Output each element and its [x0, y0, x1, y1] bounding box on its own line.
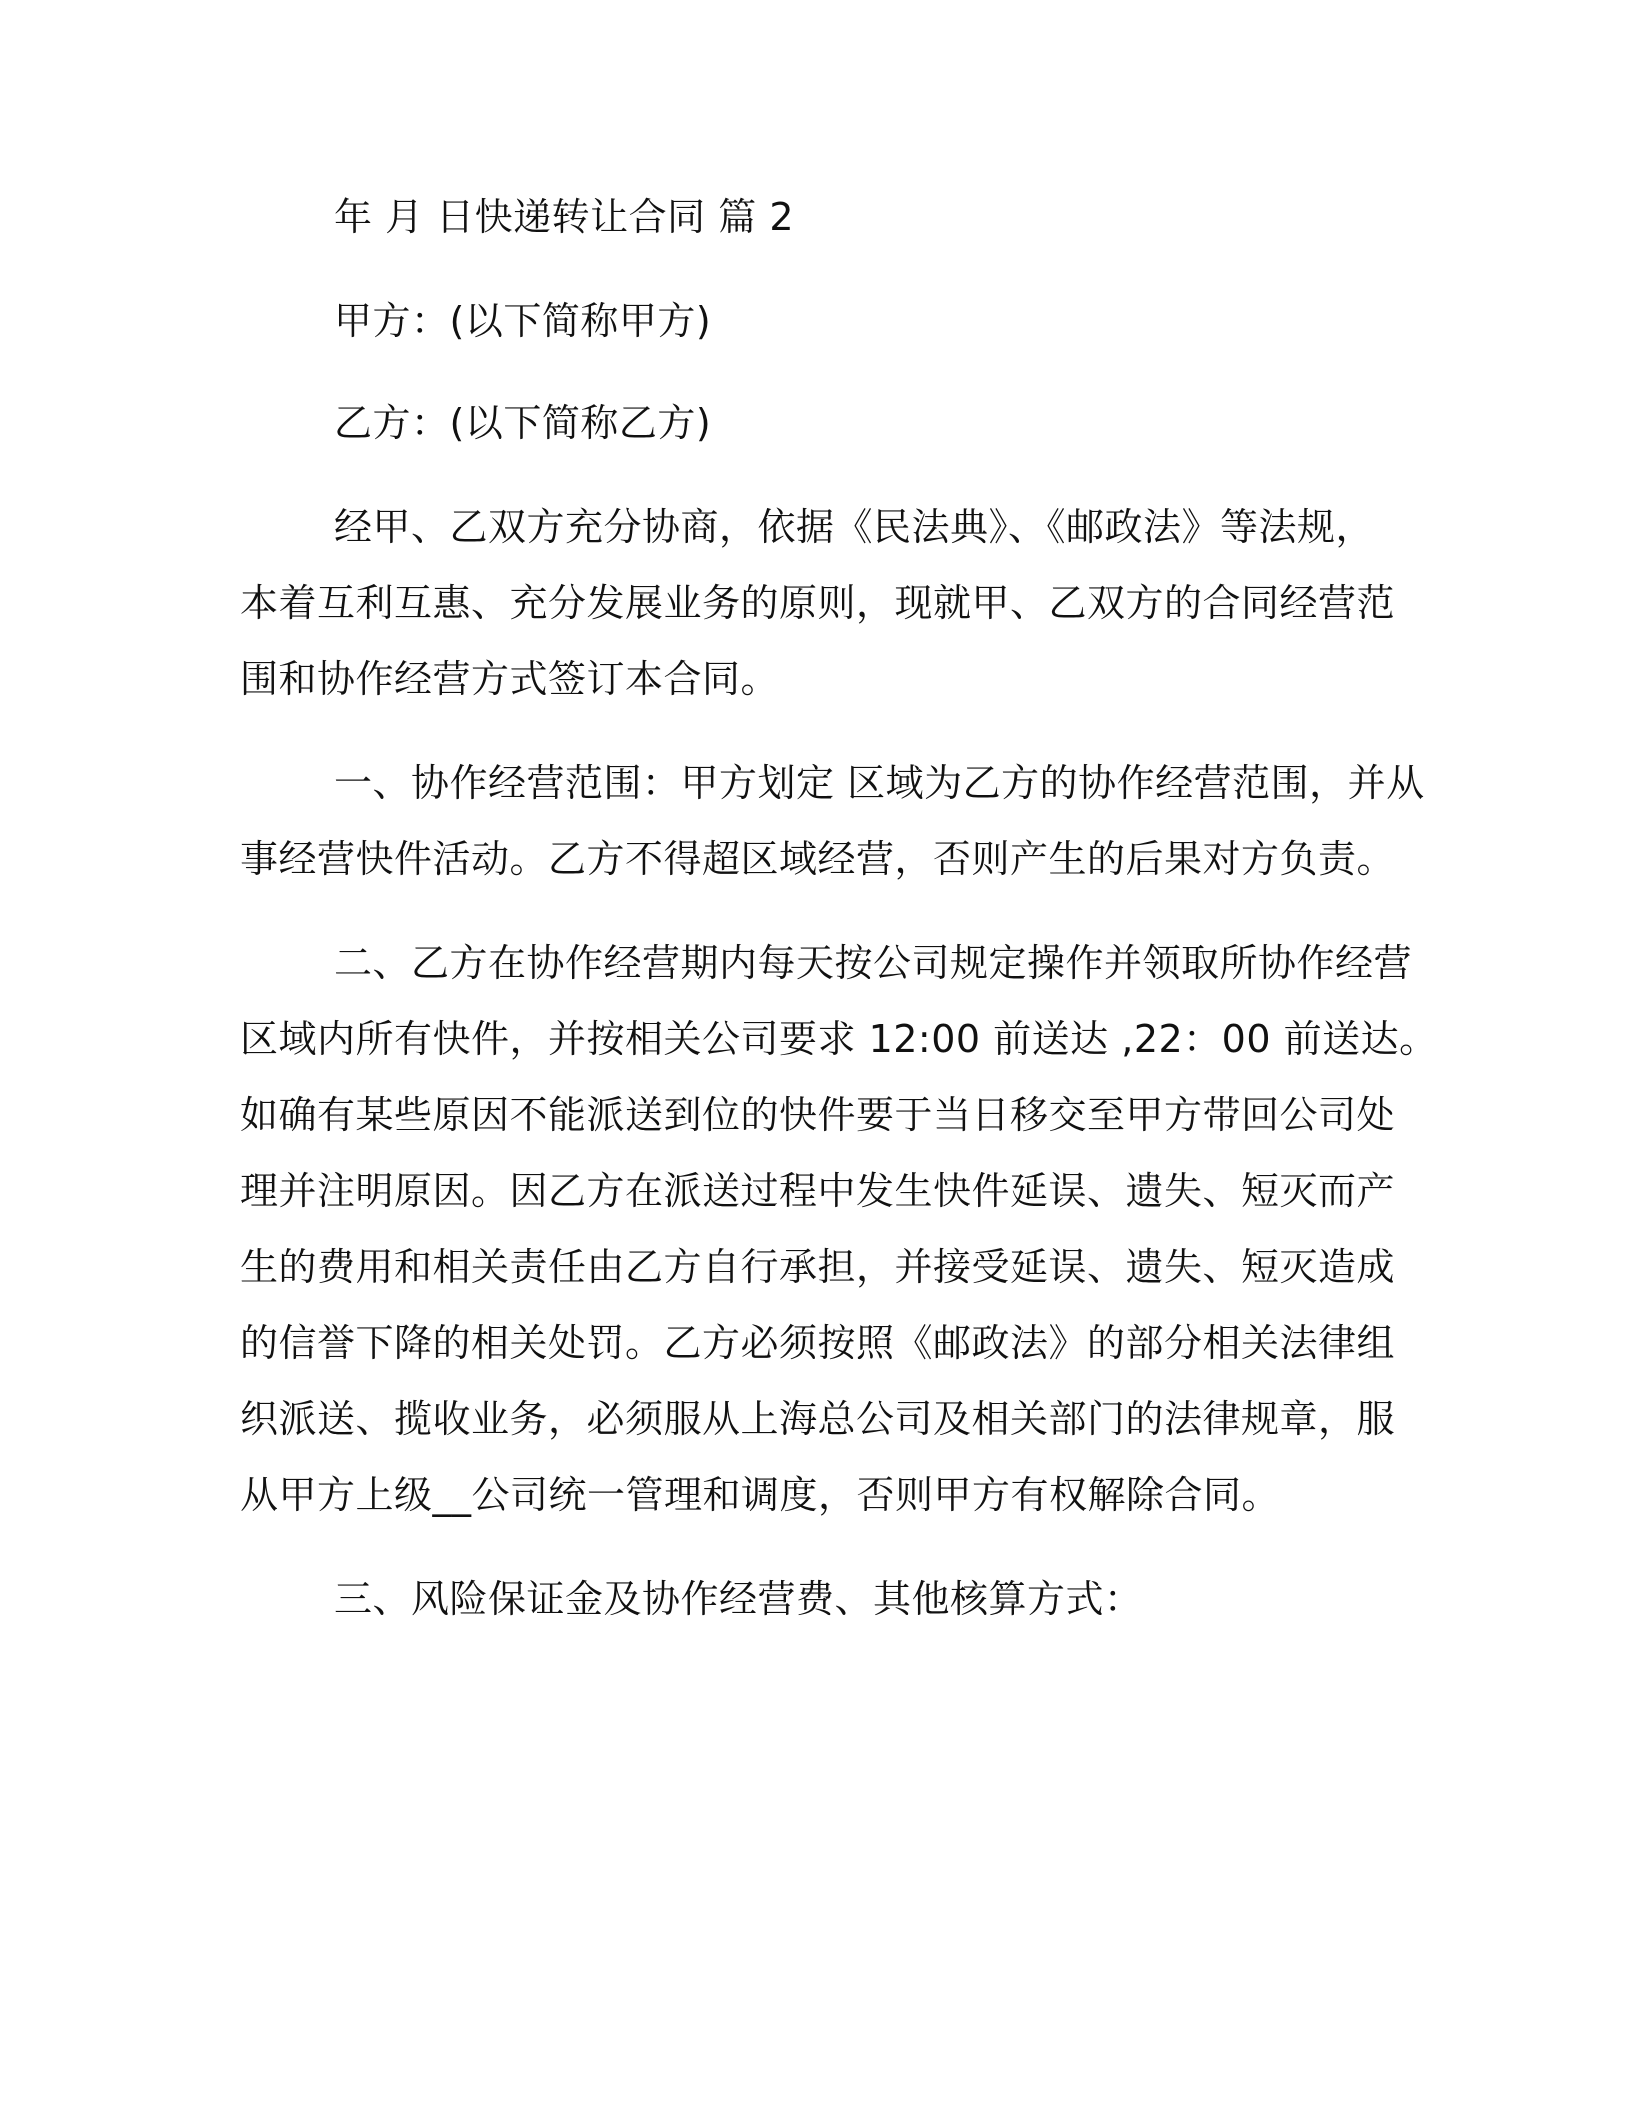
clause-2-line: 生的费用和相关责任由乙方自行承担，并接受延误、遗失、短灭造成 — [240, 1245, 1396, 1289]
party-b-line: 乙方：(以下简称乙方) — [334, 401, 712, 445]
clause-2-line: 从甲方上级__公司统一管理和调度，否则甲方有权解除合同。 — [240, 1473, 1281, 1517]
clause-2-line: 区域内所有快件，并按相关公司要求 12:00 前送达 ,22：00 前送达。 — [240, 1017, 1438, 1061]
intro-line: 经甲、乙双方充分协商，依据《民法典》、《邮政法》等法规， — [334, 505, 1375, 549]
clause-3-heading: 三、风险保证金及协作经营费、其他核算方式： — [334, 1577, 1143, 1621]
clause-2-line: 如确有某些原因不能派送到位的快件要于当日移交至甲方带回公司处 — [240, 1093, 1396, 1137]
party-a-line: 甲方：(以下简称甲方) — [334, 299, 712, 343]
clause-1-line: 一、协作经营范围：甲方划定 区域为乙方的协作经营范围，并从 — [334, 761, 1425, 805]
document-title: 年 月 日快递转让合同 篇 2 — [334, 195, 794, 239]
intro-line: 本着互利互惠、充分发展业务的原则，现就甲、乙双方的合同经营范 — [240, 581, 1396, 625]
clause-2-line: 理并注明原因。因乙方在派送过程中发生快件延误、遗失、短灭而产 — [240, 1169, 1396, 1213]
intro-line: 围和协作经营方式签订本合同。 — [240, 657, 780, 701]
clause-2-line: 织派送、揽收业务，必须服从上海总公司及相关部门的法律规章，服 — [240, 1397, 1396, 1441]
clause-1-line: 事经营快件活动。乙方不得超区域经营，否则产生的后果对方负责。 — [240, 837, 1396, 881]
clause-2-line: 二、乙方在协作经营期内每天按公司规定操作并领取所协作经营 — [334, 941, 1413, 985]
clause-2-line: 的信誉下降的相关处罚。乙方必须按照《邮政法》的部分相关法律组 — [240, 1321, 1396, 1365]
